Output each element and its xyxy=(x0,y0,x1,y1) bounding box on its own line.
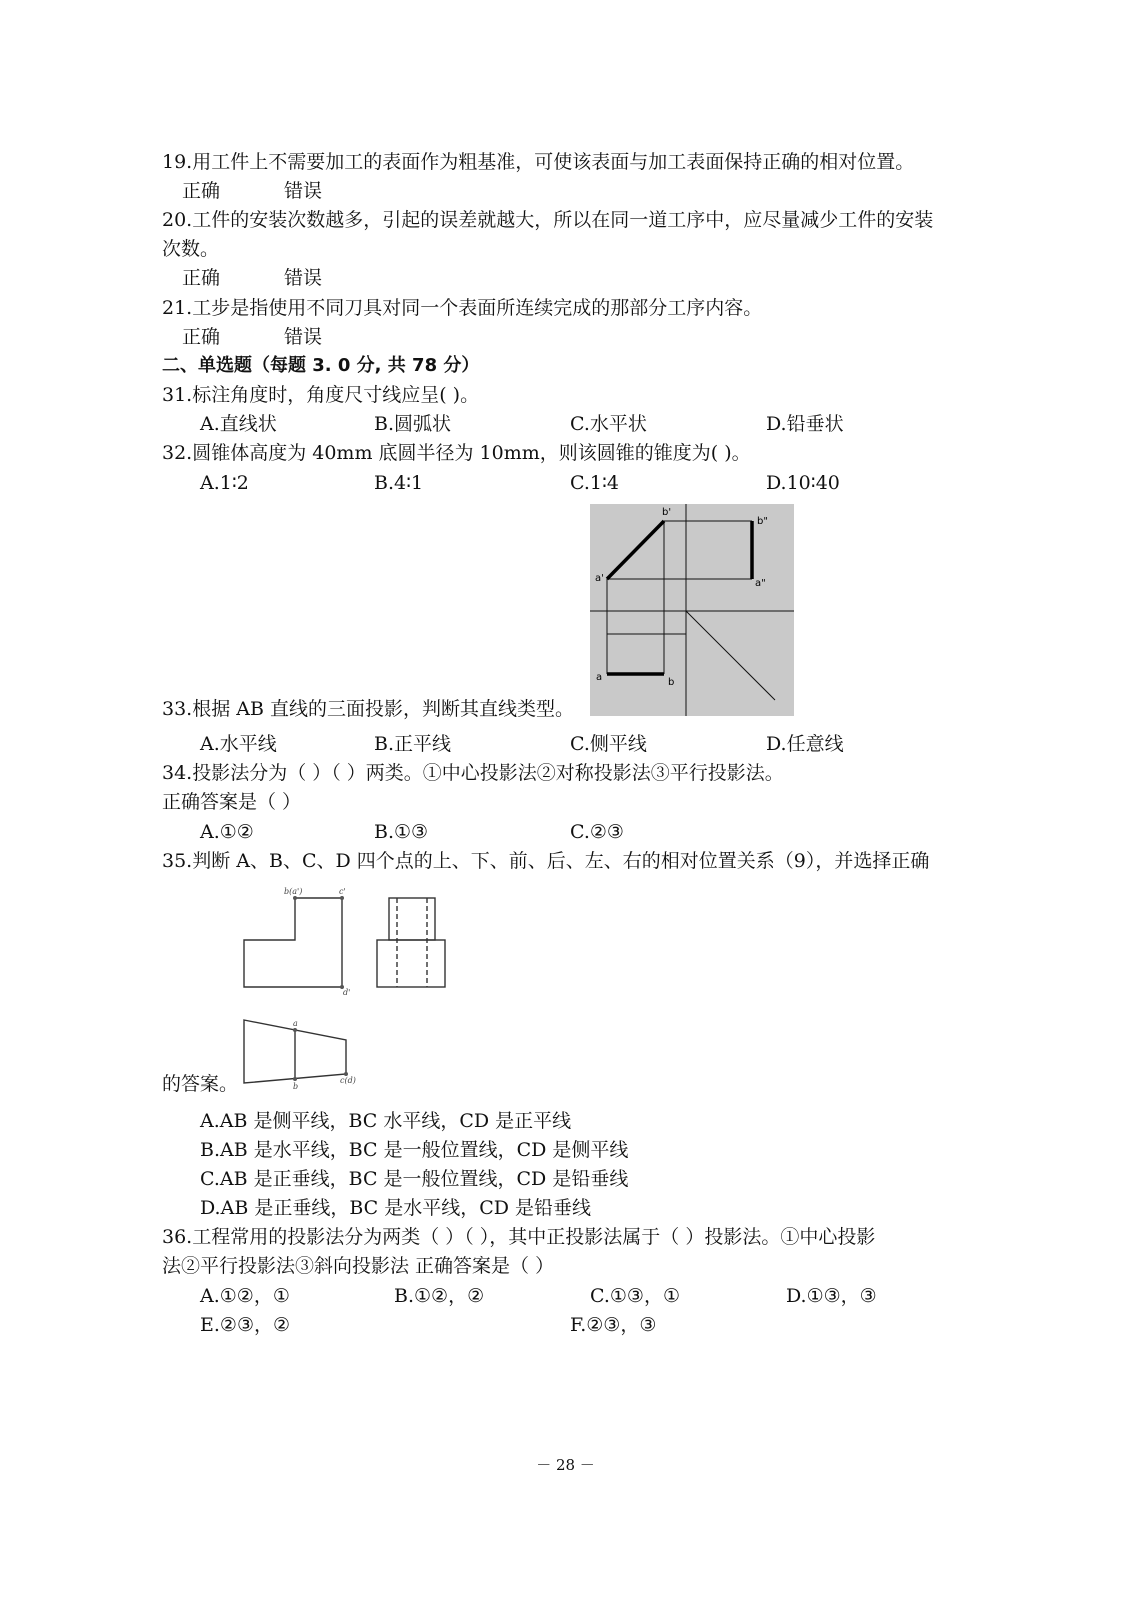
question-33-stem: 33.根据 AB 直线的三面投影，判断其直线类型。 xyxy=(162,698,574,720)
label-b-a-prime: b(a') xyxy=(284,887,303,896)
false-choice[interactable]: 错误 xyxy=(284,180,323,202)
q32-option-a[interactable]: A.1∶2 xyxy=(200,472,249,494)
question-36-stem-line2: 法②平行投影法③斜向投影法 正确答案是（ ） xyxy=(162,1255,555,1277)
q33-option-c[interactable]: C.侧平线 xyxy=(570,733,647,755)
question-19-stem: 19.用工件上不需要加工的表面作为粗基准，可使该表面与加工表面保持正确的相对位置。 xyxy=(162,151,915,173)
q35-projection-figure xyxy=(236,883,456,1093)
q34-option-c[interactable]: C.②③ xyxy=(570,821,624,843)
figure-background xyxy=(590,504,794,716)
q32-option-c[interactable]: C.1∶4 xyxy=(570,472,620,494)
q34-option-a[interactable]: A.①② xyxy=(200,821,254,843)
q33-option-a[interactable]: A.水平线 xyxy=(200,733,277,755)
q35-option-d[interactable]: D.AB 是正垂线，BC 是水平线，CD 是铅垂线 xyxy=(200,1197,592,1219)
section-heading-single-choice: 二、单选题（每题 3. 0 分, 共 78 分） xyxy=(162,355,480,376)
q33-option-d[interactable]: D.任意线 xyxy=(766,733,844,755)
q36-option-f[interactable]: F.②③，③ xyxy=(570,1314,657,1336)
q36-option-e[interactable]: E.②③，② xyxy=(200,1314,291,1336)
q35-option-b[interactable]: B.AB 是水平线，BC 是一般位置线，CD 是侧平线 xyxy=(200,1139,629,1161)
q35-option-c[interactable]: C.AB 是正垂线，BC 是一般位置线，CD 是铅垂线 xyxy=(200,1168,629,1190)
false-choice[interactable]: 错误 xyxy=(284,267,323,289)
label-b: b xyxy=(293,1082,299,1091)
question-32-stem: 32.圆锥体高度为 40mm 底圆半径为 10mm，则该圆锥的锥度为( )。 xyxy=(162,442,751,464)
question-35-stem-line1: 35.判断 A、B、C、D 四个点的上、下、前、后、左、右的相对位置关系（9），并选择正确 xyxy=(162,850,930,872)
q36-option-a[interactable]: A.①②，① xyxy=(200,1285,290,1307)
q31-option-b[interactable]: B.圆弧状 xyxy=(374,413,452,435)
label-a-prime: a' xyxy=(595,573,604,584)
page-number: － 28 － xyxy=(536,1456,595,1474)
q34-option-b[interactable]: B.①③ xyxy=(374,821,429,843)
label-a-double-prime: a" xyxy=(755,578,766,589)
side-view-top xyxy=(389,898,435,940)
q31-option-c[interactable]: C.水平状 xyxy=(570,413,647,435)
false-choice[interactable]: 错误 xyxy=(284,326,323,348)
front-view-outline xyxy=(244,898,342,987)
question-19-choices xyxy=(182,177,322,205)
q33-option-b[interactable]: B.正平线 xyxy=(374,733,452,755)
label-b-double-prime: b" xyxy=(757,516,768,527)
q33-projection-figure xyxy=(590,504,794,716)
q36-option-b[interactable]: B.①②，② xyxy=(394,1285,485,1307)
q35-option-a[interactable]: A.AB 是侧平线，BC 水平线，CD 是正平线 xyxy=(200,1110,572,1132)
question-21-choices xyxy=(182,323,322,351)
label-c-d: c(d) xyxy=(340,1076,356,1085)
question-21-stem: 21.工步是指使用不同刀具对同一个表面所连续完成的那部分工序内容。 xyxy=(162,297,763,319)
true-choice[interactable]: 正确 xyxy=(182,326,221,348)
question-34-stem-line2: 正确答案是（ ） xyxy=(162,791,302,813)
point-c-front xyxy=(340,896,344,900)
q36-option-d[interactable]: D.①③，③ xyxy=(786,1285,877,1307)
question-20-choices xyxy=(182,264,322,292)
question-20-stem-line2: 次数。 xyxy=(162,238,220,260)
question-34-stem-line1: 34.投影法分为（ ）（ ）两类。①中心投影法②对称投影法③平行投影法。 xyxy=(162,762,784,784)
label-a: a xyxy=(596,672,603,683)
label-a: a xyxy=(293,1019,298,1028)
label-d-prime: d' xyxy=(343,988,351,997)
q32-option-b[interactable]: B.4∶1 xyxy=(374,472,424,494)
point-b-front xyxy=(293,896,297,900)
point-a-top xyxy=(293,1028,297,1032)
question-20-stem-line1: 20.工件的安装次数越多，引起的误差就越大，所以在同一道工序中，应尽量减少工件的安装 xyxy=(162,209,934,231)
point-b-top xyxy=(293,1077,297,1081)
true-choice[interactable]: 正确 xyxy=(182,180,221,202)
question-36-stem-line1: 36.工程常用的投影法分为两类（ ）（ ），其中正投影法属于（ ）投影法。①中心投影 xyxy=(162,1226,876,1248)
q31-option-a[interactable]: A.直线状 xyxy=(200,413,277,435)
question-31-stem: 31.标注角度时，角度尺寸线应呈( )。 xyxy=(162,384,480,406)
side-view-bottom xyxy=(377,940,445,987)
q36-option-c[interactable]: C.①③，① xyxy=(590,1285,680,1307)
true-choice[interactable]: 正确 xyxy=(182,267,221,289)
question-35-stem-line2: 的答案。 xyxy=(162,1073,239,1095)
label-c-prime: c' xyxy=(339,887,346,896)
label-b: b xyxy=(668,677,675,688)
label-b-prime: b' xyxy=(662,507,672,518)
q31-option-d[interactable]: D.铅垂状 xyxy=(766,413,844,435)
q32-option-d[interactable]: D.10∶40 xyxy=(766,472,840,494)
